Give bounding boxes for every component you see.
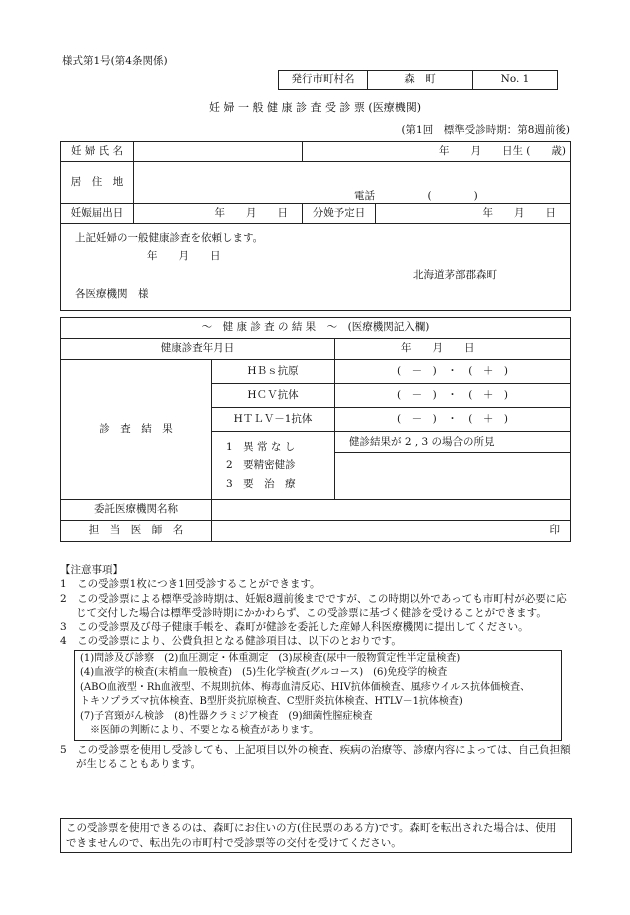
request-to: 各医療機関 様 bbox=[75, 288, 149, 301]
note-item-3: 3 この受診票及び母子健康手帳を、森町が健診を委託した産婦人科医療機関に提出してください。 bbox=[60, 621, 529, 634]
phone-label: 電話 ( ) bbox=[354, 189, 478, 202]
results-label: 診 査 結 果 bbox=[61, 360, 212, 500]
note-item-5: 5 この受診票を使用し受診しても、上記項目以外の検査、疾病の治療等、診療内容によっては、自己負担額が生じることもあります。 bbox=[60, 743, 571, 770]
footer-notice: この受診票を使用できるのは、森町にお住いの方(住民票のある方)です。森町を転出された場合は、使用できませんので、転出先の市町村で受診票等の交付を受けてください。 bbox=[60, 818, 572, 853]
exam-date-label: 健康診査年月日 bbox=[61, 339, 335, 360]
due-date-field[interactable]: 年 月 日 bbox=[376, 204, 571, 224]
notes-heading: 【注意事項】 bbox=[60, 564, 123, 576]
issuer-value: 森 町 bbox=[368, 71, 473, 90]
pregnancy-date-label: 妊娠届出日 bbox=[61, 204, 134, 224]
test-htlv-value[interactable]: ( － ) ・ ( ＋ ) bbox=[335, 408, 571, 432]
exam-items-line: (ABO血液型・Rh血液型、不規則抗体、梅毒血清反応、HIV抗体価検査、風疹ウイルス抗体価検査、 bbox=[80, 681, 531, 693]
request-municipality: 北海道茅部郡森町 bbox=[413, 269, 497, 282]
exam-date-field[interactable]: 年 月 日 bbox=[335, 339, 571, 360]
outcome-options[interactable] bbox=[212, 432, 335, 500]
exam-items-box bbox=[74, 650, 562, 741]
outcome-1[interactable]: 1 異 常 な し bbox=[226, 440, 296, 453]
due-label: 分娩予定日 bbox=[303, 204, 376, 224]
name-field[interactable] bbox=[134, 142, 303, 162]
exam-items-line: (1)問診及び診察 (2)血圧測定・体重測定 (3)尿検査(尿中一般物質定性半定量検査) bbox=[80, 652, 461, 664]
page-title: 妊 婦 一 般 健 康 診 査 受 診 票 (医療機関) bbox=[208, 101, 422, 114]
test-hbs-value[interactable]: ( － ) ・ ( ＋ ) bbox=[335, 360, 571, 384]
exam-items-line: (7)子宮頸がん検診 (8)性器クラミジア検査 (9)細菌性膣症検査 bbox=[80, 710, 373, 722]
test-hbs-name: HＢｓ抗原 bbox=[212, 360, 335, 384]
request-text: 上記妊婦の一般健康診査を依頼します。 bbox=[75, 232, 264, 244]
issuer-table bbox=[278, 70, 558, 90]
facility-label: 委託医療機関名称 bbox=[61, 500, 212, 521]
test-hcv-name: HＣＶ抗体 bbox=[212, 384, 335, 408]
doctor-label: 担 当 医 師 名 bbox=[61, 521, 212, 542]
page-subtitle: (第1回 標準受診時期：第8週前後) bbox=[401, 124, 570, 136]
doctor-field[interactable] bbox=[212, 521, 571, 542]
note-item-1: 1 この受診票1枚につき1回受診することができます。 bbox=[60, 578, 321, 591]
request-box bbox=[61, 224, 571, 311]
test-hcv-value[interactable]: ( － ) ・ ( ＋ ) bbox=[335, 384, 571, 408]
results-heading: ～ 健 康 診 査 の 結 果 ～ (医療機関記入欄) bbox=[61, 318, 571, 339]
notes-section bbox=[60, 563, 576, 771]
outcome-2[interactable]: 2 要精密健診 bbox=[226, 459, 296, 472]
exam-items-line: ※医師の判断により、不要となる検査があります。 bbox=[80, 725, 320, 737]
exam-items-line: (4)血液学的検査(末梢血一般検査) (5)生化学検査(グルコース) (6)免疫学的検査 bbox=[80, 667, 448, 679]
seal-label: 印 bbox=[549, 524, 560, 537]
issuer-no: No. 1 bbox=[473, 71, 558, 90]
address-label: 居 住 地 bbox=[61, 162, 134, 204]
finding-cell[interactable] bbox=[335, 432, 571, 500]
exam-items-line: トキソプラズマ抗体検査、B型肝炎抗原検査、C型肝炎抗体検査、HTLV－1抗体検査) bbox=[80, 696, 463, 708]
outcome-3[interactable]: 3 要 治 療 bbox=[226, 477, 296, 490]
facility-field[interactable] bbox=[212, 500, 571, 521]
form-number: 様式第1号(第4条関係) bbox=[62, 55, 168, 67]
pregnancy-date-field[interactable]: 年 月 日 bbox=[134, 204, 303, 224]
name-label: 妊 婦 氏 名 bbox=[61, 142, 134, 162]
patient-table bbox=[60, 141, 571, 311]
address-field[interactable] bbox=[134, 162, 571, 204]
note-item-4: 4 この受診票により、公費負担となる健診項目は、以下のとおりです。 bbox=[60, 635, 402, 648]
issuer-label: 発行市町村名 bbox=[279, 71, 368, 90]
results-table bbox=[60, 317, 571, 542]
test-htlv-name: HＴＬＶ－1抗体 bbox=[212, 408, 335, 432]
note-item-2: 2 この受診票による標準受診時期は、妊娠8週前後までですが、この時期以外であっても市町村が必要に応じて交付した場合は標準受診時期にかかわらず、この受診票に基づく健診を受けることができます。 bbox=[60, 592, 567, 619]
birth-field[interactable]: 年 月 日生 ( 歳) bbox=[303, 142, 571, 162]
request-date: 年 月 日 bbox=[147, 250, 221, 263]
finding-label: 健診結果が 2 , 3 の場合の所見 bbox=[335, 432, 570, 453]
